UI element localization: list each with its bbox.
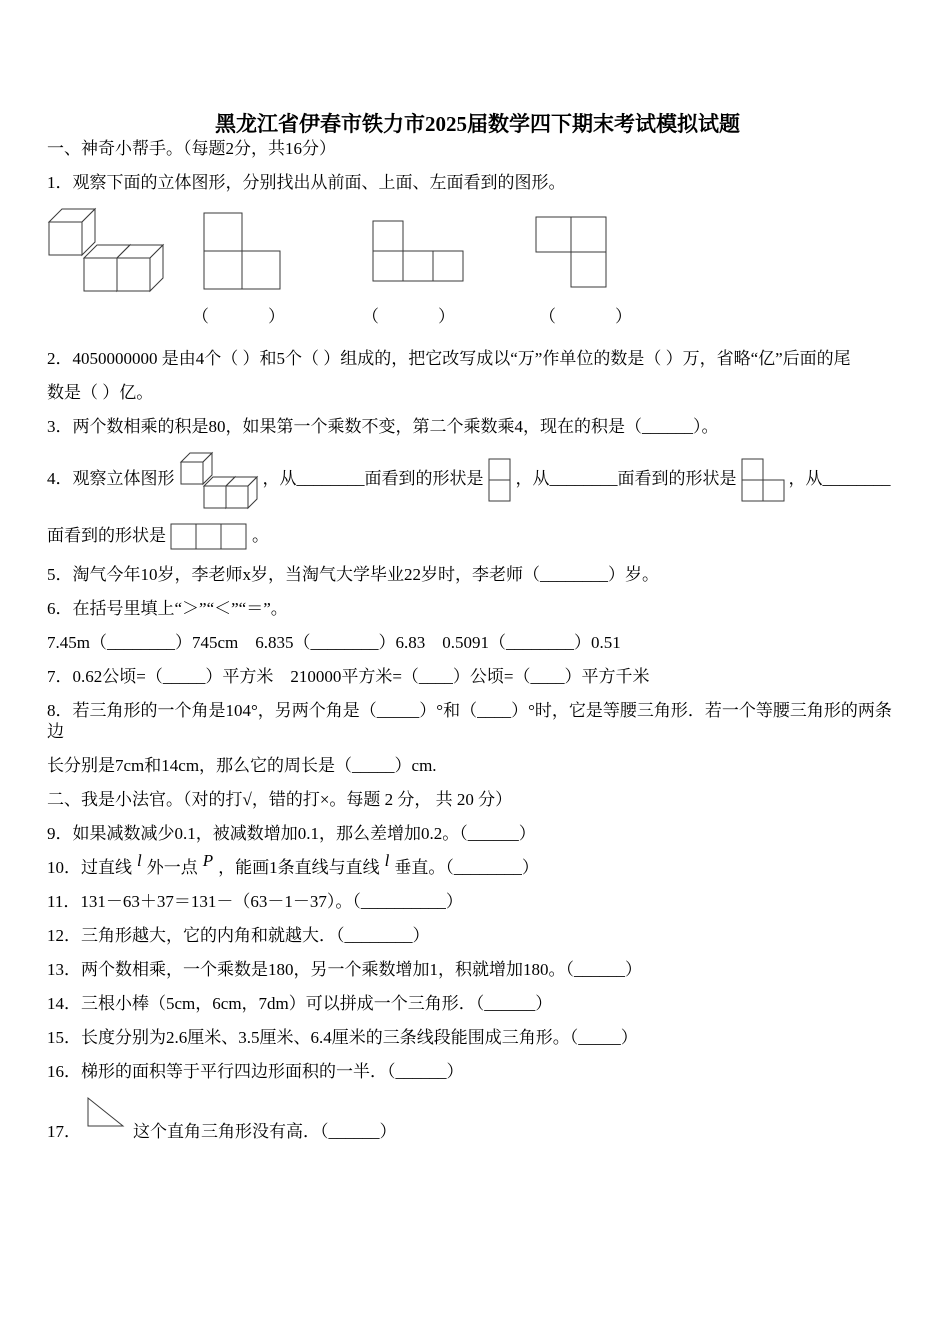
question-16: 16．梯形的面积等于平行四边形面积的一半．（______）: [47, 1062, 464, 1081]
question-5: 5．淘气今年10岁，李老师x岁，当淘气大学毕业22岁时，李老师（________）岁。: [47, 565, 659, 584]
isometric-cubes-figure: [47, 206, 167, 296]
section1-heading: 一、神奇小帮手。（每题2分，共16分）: [47, 139, 336, 158]
right-triangle-figure: [83, 1095, 127, 1129]
question-9: 9．如果减数减少0.1，被减数增加0.1，那么差增加0.2。（______）: [47, 824, 536, 843]
vertical-domino-figure: [488, 458, 512, 502]
three-squares-row-figure: [170, 523, 248, 551]
question-17-number: 17．: [47, 1122, 81, 1141]
line-l-label: l: [384, 851, 390, 870]
question-14: 14．三根小棒（5cm，6cm，7dm）可以拼成一个三角形．（______）: [47, 994, 553, 1013]
question-12: 12．三角形越大，它的内角和就越大．（________）: [47, 926, 430, 945]
view-shape-c-figure: [535, 216, 609, 290]
small-l-tromino-figure: [741, 458, 785, 502]
question-6: 6．在括号里填上“＞”“＜”“＝”。: [47, 599, 288, 618]
question-17-text: 这个直角三角形没有高．（______）: [133, 1122, 397, 1141]
view-shape-a-figure: [203, 212, 281, 290]
question-10-text-2: 外一点: [146, 858, 198, 877]
point-p-label: P: [202, 851, 214, 870]
small-isometric-cubes-figure: [179, 450, 259, 510]
question-4-text-2: ，从________面看到的形状是: [262, 468, 484, 488]
question-2-line1: 2．4050000000 是由4个（ ）和5个（ ）组成的，把它改写成以“万”作单位的数是（ ）万，省略“亿”后面的尾: [47, 349, 851, 368]
question-13: 13．两个数相乘，一个乘数是180，另一个乘数增加1，积就增加180。（______）: [47, 960, 642, 979]
question-11: 11．131－63＋37＝131－（63－1－37）。（__________）: [47, 892, 463, 911]
question-6-compare-line: 7.45m（________）745cm 6.835（________）6.83 0.5091（________）0.51: [47, 633, 621, 652]
question-8-line1: 8．若三角形的一个角是104°，另两个角是（_____）°和（____）°时，它是等腰三角形．若一个等腰三角形的两条边: [47, 701, 892, 741]
question-8-line2: 长分别是7cm和14cm，那么它的周长是（_____）cm.: [47, 756, 437, 775]
question-7: 7．0.62公顷=（_____）平方米 210000平方米=（____）公顷=（____）平方千米: [47, 667, 650, 686]
question-3: 3．两个数相乘的积是80，如果第一个乘数不变，第二个乘数乘4，现在的积是（______）。: [47, 417, 719, 436]
view-shape-b-figure: [372, 220, 466, 284]
question-17: [47, 1095, 908, 1142]
section2-heading: 二、我是小法官。（对的打√，错的打×。每题 2 分， 共 20 分）: [47, 790, 513, 809]
question-10-text-3: ，能画1条直线与直线: [218, 858, 380, 877]
question-10-text-1: 10．过直线: [47, 858, 132, 877]
answer-bracket: （ ）: [362, 307, 457, 326]
question-15: 15．长度分别为2.6厘米、3.5厘米、6.4厘米的三条线段能围成三角形。（_____）: [47, 1028, 638, 1047]
answer-bracket: （ ）: [192, 307, 287, 326]
page-title: 黑龙江省伊春市铁力市2025届数学四下期末考试模拟试题: [215, 112, 740, 136]
answer-bracket: （ ）: [539, 307, 634, 326]
question-1: 1．观察下面的立体图形，分别找出从前面、上面、左面看到的图形。: [47, 173, 566, 192]
question-2-line2: 数是（ ）亿。: [47, 383, 154, 402]
line-l-label: l: [137, 851, 142, 870]
question-4-text-5: 面看到的形状是: [47, 525, 166, 545]
question-10: [47, 851, 908, 878]
question-4-text-4: ，从________: [788, 468, 891, 488]
question-1-figures: [47, 206, 908, 328]
question-10-text-4: 垂直。（________）: [394, 858, 539, 877]
question-4-text-1: 4．观察立体图形: [47, 468, 175, 488]
question-4-text-6: 。: [252, 525, 269, 545]
question-4-text-3: ，从________面看到的形状是: [515, 468, 737, 488]
question-4-line2: [47, 523, 908, 551]
question-4: [47, 450, 908, 510]
